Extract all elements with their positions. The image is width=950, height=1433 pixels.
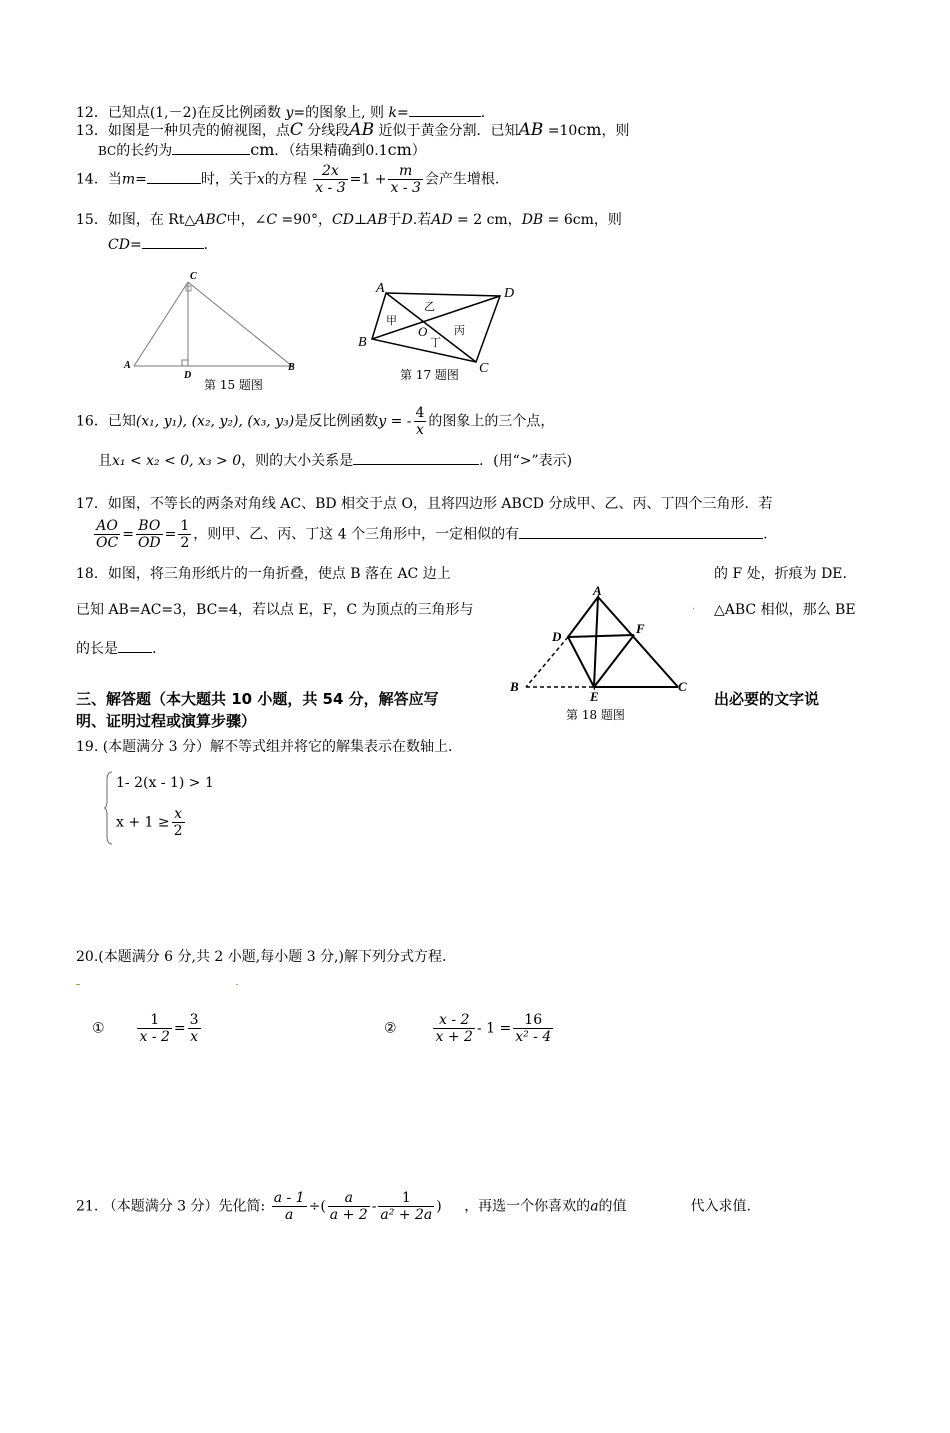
- question-19: 19. (本题满分 3 分）解不等式组并将它的解集表示在数轴上.: [76, 739, 453, 755]
- equation-2: [384, 1012, 555, 1045]
- question-13-line2: [98, 140, 426, 160]
- label-a: A: [124, 360, 131, 371]
- label-d: D: [184, 370, 192, 381]
- label-f: F: [636, 621, 645, 636]
- figure-17: [352, 276, 532, 384]
- label-b: B: [358, 335, 367, 350]
- q18-end: .: [152, 641, 157, 657]
- q15-text-d: 于: [387, 212, 402, 228]
- q21-a-var: a: [590, 1198, 599, 1215]
- q13-bc: BC: [98, 144, 117, 158]
- q12-end: .: [480, 105, 486, 121]
- q16-text-c: = -: [386, 413, 412, 430]
- q21-text-c: 的值: [598, 1198, 627, 1215]
- q14-eq: =: [135, 171, 147, 188]
- figure-18-diagram: [508, 585, 698, 703]
- fraction: [513, 1012, 553, 1045]
- equation-2-mid: - 1 =: [476, 1020, 512, 1037]
- q15-end: .: [203, 237, 209, 253]
- denominator: x: [190, 1029, 199, 1045]
- numerator: 1: [137, 1012, 171, 1029]
- q17-end: .: [763, 526, 768, 543]
- label-jia: 甲: [386, 315, 397, 327]
- q12-text: 12．已知点(1,－2)在反比例函数: [76, 105, 286, 121]
- answer-blank: [353, 450, 479, 465]
- figure-18: [508, 585, 698, 725]
- answer-blank: [519, 524, 763, 539]
- denominator: x - 2: [139, 1029, 170, 1045]
- q15-text-g: = 6cm，则: [543, 212, 622, 228]
- fraction: [136, 518, 163, 551]
- numerator: 16: [513, 1012, 553, 1029]
- q15-text-f: = 2 cm，: [452, 212, 522, 228]
- q14-text-a: 14．当: [76, 171, 122, 188]
- figure-15-diagram: [118, 268, 308, 393]
- q15-c: C: [266, 212, 278, 228]
- denominator: a² + 2a: [380, 1207, 433, 1223]
- q16-text-a: 16．已知: [76, 413, 136, 430]
- q13-text-a: 13．如图是一种贝壳的俯视图，点: [76, 123, 290, 139]
- q21-text-b: ，再选一个你喜欢的: [464, 1198, 591, 1215]
- q15-db: DB: [521, 212, 544, 228]
- inequality-2: [116, 806, 187, 839]
- fraction: [328, 1190, 370, 1223]
- q12-eq: =: [396, 105, 409, 121]
- fraction: [433, 1012, 474, 1045]
- q17-text-b: ，则甲、乙、丙、丁这 4 个三角形中，一定相似的有: [193, 526, 520, 543]
- section-3-title-b: 出必要的文字说: [714, 690, 820, 708]
- q15-ad: AD: [431, 212, 453, 228]
- q16-text-b: 是反比例函数: [294, 413, 379, 430]
- numerator: 1: [378, 1190, 434, 1207]
- numerator: x: [172, 806, 185, 823]
- q12-k: k: [388, 105, 397, 121]
- label-c: C: [479, 361, 489, 376]
- label-e: E: [590, 689, 599, 703]
- q13-text-e: ，则: [601, 123, 630, 139]
- equation-1-number: ①: [92, 1020, 105, 1037]
- question-18-line2b: △ABC 相似，那么 BE: [714, 602, 856, 618]
- denominator: 2: [180, 535, 190, 551]
- denominator: x² - 4: [515, 1029, 552, 1045]
- numerator: AO: [94, 518, 120, 535]
- fraction: [188, 1012, 201, 1045]
- q15-cdab: CD⊥AB: [332, 212, 388, 228]
- question-18-line1a: 18．如图，将三角形纸片的一角折叠，使点 B 落在 AC 边上: [76, 566, 451, 582]
- label-b: B: [288, 362, 295, 373]
- fraction: [414, 405, 427, 438]
- label-yi: 乙: [424, 301, 435, 313]
- q16-text-f: ，则的大小关系是: [241, 453, 354, 469]
- q14-x: x: [256, 171, 265, 188]
- question-17-line1: 17．如图，不等长的两条对角线 AC、BD 相交于点 O，且将四边形 ABCD 分成甲、乙、丙、丁四个三角形．若: [76, 496, 773, 512]
- numerator: BO: [136, 518, 163, 535]
- q13-text-b: 分线段: [302, 123, 350, 139]
- q13-text-c: 近似于黄金分割．已知: [374, 123, 519, 139]
- q14-text-d: 的方程: [264, 171, 307, 188]
- q21-text-d: 代入求值.: [690, 1198, 751, 1215]
- figure-18-caption: 第 18 题图: [566, 708, 625, 722]
- question-18-line2dot: ·: [692, 604, 696, 615]
- q21-text-a: 21. （本题满分 3 分）先化简:: [76, 1198, 266, 1215]
- q18-text-c: 的长是: [76, 641, 118, 657]
- q13-ab2: AB: [518, 120, 544, 140]
- denominator: 2: [173, 823, 183, 839]
- q12-mid: =的图象上, 则: [293, 105, 389, 121]
- question-15-line2: [108, 234, 208, 254]
- fraction: [378, 1190, 434, 1223]
- q13-cm: cm: [577, 120, 602, 139]
- answer-blank: [409, 102, 481, 117]
- denominator: x: [416, 422, 424, 438]
- brace-icon: [104, 770, 114, 846]
- fraction: [388, 163, 422, 196]
- inequality-system: [104, 770, 244, 846]
- label-o: O: [418, 324, 428, 339]
- fraction: [178, 518, 191, 551]
- q14-text-e: =1 +: [349, 171, 387, 188]
- q15-d: D: [401, 212, 413, 228]
- q13-text-g: ．（结果精确到0.1: [274, 143, 388, 159]
- section-3-title-c: 明、证明过程或演算步骤）: [76, 712, 257, 730]
- q16-y: y: [378, 413, 387, 430]
- question-18-line1b: 的 F 处，折痕为 DE.: [714, 566, 847, 582]
- question-13-line1: [76, 121, 629, 140]
- fraction: [94, 518, 120, 551]
- mark-dot: [236, 984, 238, 985]
- answer-blank: [118, 638, 152, 653]
- numerator: 4: [415, 405, 425, 421]
- numerator: a: [328, 1190, 370, 1207]
- q13-text-h: ）: [411, 143, 426, 159]
- q13-cm3: cm: [387, 140, 412, 159]
- question-12: [76, 102, 485, 122]
- q21-minus: -: [371, 1198, 377, 1215]
- q21-close: ): [436, 1198, 442, 1215]
- question-15-line1: [76, 211, 622, 229]
- q16-text-e: 且: [98, 453, 112, 469]
- question-21: [76, 1190, 751, 1223]
- q15-text-c: =90°，: [277, 212, 333, 228]
- answer-blank: [147, 169, 201, 184]
- q15-text-b: 中，∠: [226, 212, 267, 228]
- q17-eq2: =: [164, 526, 177, 543]
- q16-text-d: 的图象上的三个点，: [428, 413, 555, 430]
- label-b: B: [510, 679, 519, 694]
- denominator: x - 3: [390, 180, 421, 196]
- numerator: x - 2: [433, 1012, 474, 1029]
- q15-abc: ABC: [195, 212, 227, 228]
- q13-cm2: cm: [250, 140, 275, 159]
- q15-text-e: .若: [412, 212, 432, 228]
- q12-y: y: [285, 105, 294, 121]
- q13-text-d: =10: [543, 123, 578, 139]
- equation-1-eq: =: [173, 1020, 186, 1037]
- fraction: [313, 163, 347, 196]
- denominator: x + 2: [435, 1029, 473, 1045]
- fraction: [137, 1012, 171, 1045]
- label-a: A: [593, 585, 602, 598]
- q17-eq1: =: [122, 526, 134, 543]
- answer-blank: [172, 140, 250, 155]
- question-18-line3: [76, 638, 156, 658]
- numerator: 1: [180, 518, 190, 534]
- numerator: 2x: [313, 163, 347, 180]
- q15-text-a: 15．如图，在 Rt△: [76, 212, 196, 228]
- q13-ab: AB: [349, 120, 375, 140]
- question-16-line1: [76, 405, 554, 438]
- question-17-line2: [92, 518, 768, 551]
- q16-points: (x₁, y₁), (x₂, y₂), (x₃, y₃): [135, 413, 295, 430]
- mark-dot: [76, 984, 80, 985]
- equation-1: [92, 1012, 203, 1045]
- label-c: C: [678, 679, 687, 694]
- inequality-1: 1- 2(x - 1) > 1: [116, 775, 214, 791]
- figure-17-caption: 第 17 题图: [400, 368, 459, 382]
- q14-text-c: 时，关于: [200, 171, 257, 188]
- question-20: 20.(本题满分 6 分,共 2 小题,每小题 3 分,)解下列分式方程.: [76, 949, 447, 965]
- numerator: 3: [189, 1012, 199, 1028]
- q16-condition: x₁ < x₂ < 0, x₃ > 0: [112, 453, 242, 469]
- label-ding: 丁: [430, 337, 441, 349]
- q21-div: ÷(: [308, 1198, 326, 1215]
- answer-blank: [142, 234, 204, 249]
- question-14: [76, 163, 499, 196]
- numerator: a - 1: [273, 1190, 305, 1206]
- q14-text-f: 会产生增根.: [424, 171, 500, 188]
- fraction: [272, 1190, 307, 1223]
- q15-cd: CD: [108, 237, 130, 253]
- figure-15-caption: 第 15 题图: [204, 378, 263, 392]
- label-d: D: [552, 629, 562, 644]
- figure-15: [118, 268, 308, 393]
- denominator: a + 2: [329, 1207, 368, 1223]
- q15-eq: =: [129, 237, 142, 253]
- q14-m: m: [121, 171, 136, 188]
- label-c: C: [190, 271, 197, 282]
- denominator: OD: [137, 535, 161, 551]
- section-3-title-a: 三、解答题（本大题共 10 小题，共 54 分，解答应写: [76, 690, 439, 708]
- fraction: [172, 806, 185, 839]
- figure-17-diagram: [352, 276, 532, 376]
- equation-2-number: ②: [384, 1020, 397, 1037]
- denominator: x - 3: [315, 180, 346, 196]
- denominator: a: [284, 1207, 294, 1223]
- label-a: A: [376, 281, 385, 296]
- numerator: m: [388, 163, 422, 180]
- question-18-line2a: 已知 AB=AC=3，BC=4，若以点 E，F，C 为顶点的三角形与: [76, 602, 474, 618]
- question-16-line2: [98, 450, 572, 470]
- inequality-2-lhs: x + 1 ≥: [116, 814, 170, 831]
- q13-c: C: [289, 120, 303, 140]
- q16-text-g: ．(用“>”表示): [479, 453, 573, 469]
- denominator: OC: [96, 535, 119, 551]
- label-bing: 丙: [454, 325, 465, 337]
- label-d: D: [504, 286, 515, 301]
- q13-text-f: 的长约为: [116, 143, 173, 159]
